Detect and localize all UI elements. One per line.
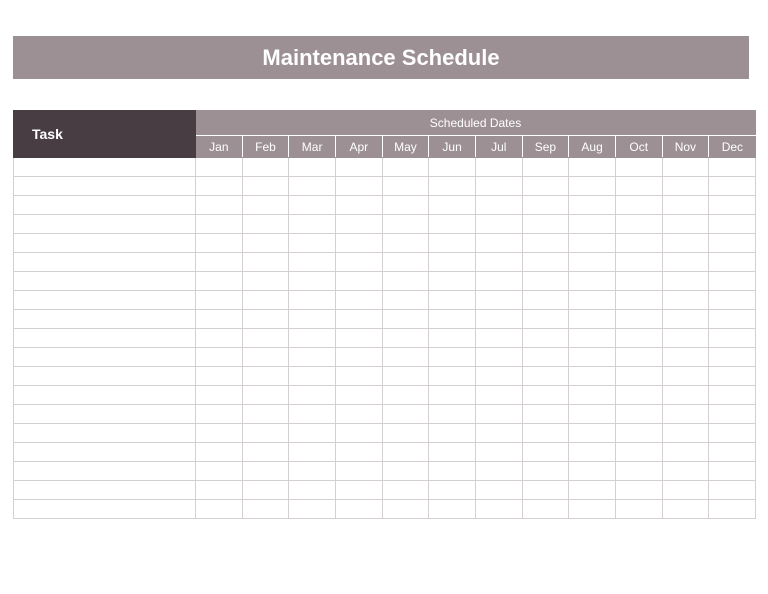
date-cell[interactable]	[429, 386, 476, 405]
date-cell[interactable]	[196, 367, 243, 386]
task-cell[interactable]	[14, 177, 196, 196]
date-cell[interactable]	[475, 367, 522, 386]
date-cell[interactable]	[242, 234, 289, 253]
date-cell[interactable]	[475, 158, 522, 177]
task-cell[interactable]	[14, 310, 196, 329]
date-cell[interactable]	[569, 177, 616, 196]
date-cell[interactable]	[662, 481, 709, 500]
date-cell[interactable]	[429, 234, 476, 253]
date-cell[interactable]	[475, 272, 522, 291]
date-cell[interactable]	[382, 386, 429, 405]
date-cell[interactable]	[569, 253, 616, 272]
date-cell[interactable]	[382, 500, 429, 519]
date-cell[interactable]	[429, 443, 476, 462]
month-header-jul: Jul	[475, 136, 522, 158]
date-cell[interactable]	[662, 158, 709, 177]
date-cell[interactable]	[709, 348, 756, 367]
date-cell[interactable]	[615, 215, 662, 234]
table-row	[14, 386, 756, 405]
title-banner	[13, 36, 749, 79]
date-cell[interactable]	[615, 234, 662, 253]
task-column-header: Task	[14, 111, 196, 158]
date-cell[interactable]	[662, 500, 709, 519]
date-cell[interactable]	[429, 253, 476, 272]
date-cell[interactable]	[475, 462, 522, 481]
date-cell[interactable]	[335, 500, 382, 519]
date-cell[interactable]	[289, 424, 336, 443]
date-cell[interactable]	[335, 367, 382, 386]
task-cell[interactable]	[14, 367, 196, 386]
date-cell[interactable]	[382, 424, 429, 443]
date-cell[interactable]	[289, 196, 336, 215]
table-row	[14, 253, 756, 272]
table-row	[14, 215, 756, 234]
date-cell[interactable]	[196, 424, 243, 443]
date-cell[interactable]	[522, 177, 569, 196]
date-cell[interactable]	[522, 234, 569, 253]
date-cell[interactable]	[522, 272, 569, 291]
date-cell[interactable]	[615, 443, 662, 462]
date-cell[interactable]	[615, 310, 662, 329]
task-cell[interactable]	[14, 253, 196, 272]
date-cell[interactable]	[289, 462, 336, 481]
date-cell[interactable]	[475, 177, 522, 196]
date-cell[interactable]	[335, 329, 382, 348]
date-cell[interactable]	[242, 215, 289, 234]
date-cell[interactable]	[289, 234, 336, 253]
date-cell[interactable]	[569, 462, 616, 481]
date-cell[interactable]	[289, 291, 336, 310]
date-cell[interactable]	[242, 462, 289, 481]
date-cell[interactable]	[335, 158, 382, 177]
date-cell[interactable]	[662, 234, 709, 253]
date-cell[interactable]	[709, 481, 756, 500]
date-cell[interactable]	[569, 500, 616, 519]
month-header-feb: Feb	[242, 136, 289, 158]
date-cell[interactable]	[196, 253, 243, 272]
date-cell[interactable]	[196, 462, 243, 481]
date-cell[interactable]	[522, 310, 569, 329]
date-cell[interactable]	[475, 215, 522, 234]
date-cell[interactable]	[335, 348, 382, 367]
date-cell[interactable]	[335, 462, 382, 481]
date-cell[interactable]	[522, 500, 569, 519]
date-cell[interactable]	[382, 462, 429, 481]
date-cell[interactable]	[335, 386, 382, 405]
date-cell[interactable]	[382, 348, 429, 367]
date-cell[interactable]	[615, 196, 662, 215]
date-cell[interactable]	[475, 234, 522, 253]
month-header-mar: Mar	[289, 136, 336, 158]
date-cell[interactable]	[242, 272, 289, 291]
date-cell[interactable]	[569, 329, 616, 348]
date-cell[interactable]	[196, 310, 243, 329]
date-cell[interactable]	[242, 367, 289, 386]
table-row	[14, 329, 756, 348]
date-cell[interactable]	[522, 253, 569, 272]
date-cell[interactable]	[382, 196, 429, 215]
date-cell[interactable]	[475, 386, 522, 405]
date-cell[interactable]	[429, 310, 476, 329]
date-cell[interactable]	[615, 481, 662, 500]
task-cell[interactable]	[14, 234, 196, 253]
date-cell[interactable]	[242, 348, 289, 367]
date-cell[interactable]	[615, 500, 662, 519]
month-header-nov: Nov	[662, 136, 709, 158]
schedule-table	[13, 110, 756, 519]
date-cell[interactable]	[475, 443, 522, 462]
date-cell[interactable]	[569, 196, 616, 215]
date-cell[interactable]	[196, 177, 243, 196]
date-cell[interactable]	[522, 196, 569, 215]
table-row	[14, 481, 756, 500]
task-cell[interactable]	[14, 386, 196, 405]
date-cell[interactable]	[335, 310, 382, 329]
date-cell[interactable]	[242, 158, 289, 177]
date-cell[interactable]	[242, 424, 289, 443]
date-cell[interactable]	[242, 310, 289, 329]
date-cell[interactable]	[289, 443, 336, 462]
task-cell[interactable]	[14, 196, 196, 215]
date-cell[interactable]	[709, 272, 756, 291]
date-cell[interactable]	[662, 367, 709, 386]
task-cell[interactable]	[14, 500, 196, 519]
date-cell[interactable]	[709, 291, 756, 310]
date-cell[interactable]	[615, 348, 662, 367]
date-cell[interactable]	[569, 291, 616, 310]
date-cell[interactable]	[429, 272, 476, 291]
date-cell[interactable]	[569, 405, 616, 424]
date-cell[interactable]	[709, 367, 756, 386]
date-cell[interactable]	[522, 424, 569, 443]
date-cell[interactable]	[709, 196, 756, 215]
date-cell[interactable]	[475, 310, 522, 329]
date-cell[interactable]	[289, 386, 336, 405]
date-cell[interactable]	[709, 500, 756, 519]
date-cell[interactable]	[662, 291, 709, 310]
date-cell[interactable]	[289, 329, 336, 348]
date-cell[interactable]	[335, 234, 382, 253]
date-cell[interactable]	[382, 443, 429, 462]
table-row	[14, 272, 756, 291]
table-row	[14, 443, 756, 462]
date-cell[interactable]	[429, 158, 476, 177]
date-cell[interactable]	[289, 348, 336, 367]
task-cell[interactable]	[14, 424, 196, 443]
task-cell[interactable]	[14, 405, 196, 424]
date-cell[interactable]	[429, 405, 476, 424]
table-row	[14, 177, 756, 196]
date-cell[interactable]	[382, 291, 429, 310]
date-cell[interactable]	[242, 443, 289, 462]
date-cell[interactable]	[709, 177, 756, 196]
date-cell[interactable]	[289, 272, 336, 291]
date-cell[interactable]	[196, 291, 243, 310]
date-cell[interactable]	[242, 329, 289, 348]
date-cell[interactable]	[382, 272, 429, 291]
date-cell[interactable]	[289, 405, 336, 424]
date-cell[interactable]	[196, 158, 243, 177]
date-cell[interactable]	[242, 177, 289, 196]
date-cell[interactable]	[709, 386, 756, 405]
month-header-may: May	[382, 136, 429, 158]
date-cell[interactable]	[522, 462, 569, 481]
date-cell[interactable]	[662, 443, 709, 462]
table-row	[14, 462, 756, 481]
date-cell[interactable]	[522, 481, 569, 500]
date-cell[interactable]	[196, 443, 243, 462]
date-cell[interactable]	[709, 424, 756, 443]
date-cell[interactable]	[429, 424, 476, 443]
date-cell[interactable]	[709, 443, 756, 462]
date-cell[interactable]	[662, 253, 709, 272]
date-cell[interactable]	[289, 481, 336, 500]
table-row	[14, 291, 756, 310]
task-cell[interactable]	[14, 215, 196, 234]
date-cell[interactable]	[569, 310, 616, 329]
month-header-apr: Apr	[335, 136, 382, 158]
month-header-sep: Sep	[522, 136, 569, 158]
date-cell[interactable]	[382, 215, 429, 234]
date-cell[interactable]	[335, 272, 382, 291]
table-row	[14, 424, 756, 443]
month-header-aug: Aug	[569, 136, 616, 158]
task-cell[interactable]	[14, 272, 196, 291]
date-cell[interactable]	[196, 215, 243, 234]
date-cell[interactable]	[709, 253, 756, 272]
task-cell[interactable]	[14, 481, 196, 500]
date-cell[interactable]	[569, 481, 616, 500]
table-row	[14, 196, 756, 215]
date-cell[interactable]	[615, 386, 662, 405]
table-row	[14, 234, 756, 253]
date-cell[interactable]	[196, 386, 243, 405]
date-cell[interactable]	[289, 177, 336, 196]
date-cell[interactable]	[429, 500, 476, 519]
date-cell[interactable]	[662, 386, 709, 405]
date-cell[interactable]	[475, 291, 522, 310]
table-row	[14, 158, 756, 177]
date-cell[interactable]	[709, 405, 756, 424]
date-cell[interactable]	[569, 348, 616, 367]
date-cell[interactable]	[335, 443, 382, 462]
date-cell[interactable]	[569, 386, 616, 405]
date-cell[interactable]	[196, 500, 243, 519]
date-cell[interactable]	[196, 405, 243, 424]
task-cell[interactable]	[14, 443, 196, 462]
page-title: Maintenance Schedule	[262, 44, 500, 70]
date-cell[interactable]	[382, 310, 429, 329]
date-cell[interactable]	[522, 215, 569, 234]
schedule-table-body	[14, 158, 756, 519]
date-cell[interactable]	[569, 367, 616, 386]
date-cell[interactable]	[662, 329, 709, 348]
date-cell[interactable]	[522, 367, 569, 386]
date-cell[interactable]	[429, 348, 476, 367]
date-cell[interactable]	[242, 386, 289, 405]
month-header-oct: Oct	[615, 136, 662, 158]
date-cell[interactable]	[615, 158, 662, 177]
date-cell[interactable]	[709, 462, 756, 481]
date-cell[interactable]	[289, 310, 336, 329]
date-cell[interactable]	[569, 272, 616, 291]
date-cell[interactable]	[709, 310, 756, 329]
date-cell[interactable]	[709, 329, 756, 348]
date-cell[interactable]	[242, 196, 289, 215]
date-cell[interactable]	[475, 424, 522, 443]
table-row	[14, 405, 756, 424]
date-cell[interactable]	[382, 158, 429, 177]
table-row	[14, 500, 756, 519]
date-cell[interactable]	[569, 158, 616, 177]
date-cell[interactable]	[196, 329, 243, 348]
month-header-jun: Jun	[429, 136, 476, 158]
date-cell[interactable]	[522, 405, 569, 424]
date-cell[interactable]	[662, 462, 709, 481]
date-cell[interactable]	[289, 253, 336, 272]
date-cell[interactable]	[335, 291, 382, 310]
date-cell[interactable]	[615, 424, 662, 443]
date-cell[interactable]	[242, 481, 289, 500]
date-cell[interactable]	[709, 234, 756, 253]
date-cell[interactable]	[662, 405, 709, 424]
scheduled-dates-header: Scheduled Dates	[196, 111, 756, 136]
date-cell[interactable]	[429, 462, 476, 481]
date-cell[interactable]	[522, 348, 569, 367]
date-cell[interactable]	[475, 196, 522, 215]
date-cell[interactable]	[475, 405, 522, 424]
date-cell[interactable]	[475, 348, 522, 367]
date-cell[interactable]	[382, 234, 429, 253]
date-cell[interactable]	[429, 215, 476, 234]
date-cell[interactable]	[242, 253, 289, 272]
date-cell[interactable]	[429, 367, 476, 386]
date-cell[interactable]	[615, 405, 662, 424]
date-cell[interactable]	[662, 348, 709, 367]
date-cell[interactable]	[196, 234, 243, 253]
date-cell[interactable]	[335, 215, 382, 234]
date-cell[interactable]	[382, 481, 429, 500]
date-cell[interactable]	[242, 500, 289, 519]
date-cell[interactable]	[615, 177, 662, 196]
date-cell[interactable]	[662, 272, 709, 291]
date-cell[interactable]	[662, 310, 709, 329]
date-cell[interactable]	[382, 329, 429, 348]
date-cell[interactable]	[522, 291, 569, 310]
month-header-dec: Dec	[709, 136, 756, 158]
date-cell[interactable]	[335, 481, 382, 500]
date-cell[interactable]	[662, 177, 709, 196]
date-cell[interactable]	[429, 177, 476, 196]
table-row	[14, 348, 756, 367]
date-cell[interactable]	[242, 291, 289, 310]
task-cell[interactable]	[14, 291, 196, 310]
date-cell[interactable]	[429, 481, 476, 500]
date-cell[interactable]	[709, 158, 756, 177]
task-cell[interactable]	[14, 329, 196, 348]
date-cell[interactable]	[429, 291, 476, 310]
date-cell[interactable]	[569, 443, 616, 462]
date-cell[interactable]	[522, 386, 569, 405]
date-cell[interactable]	[615, 329, 662, 348]
table-row	[14, 310, 756, 329]
date-cell[interactable]	[196, 481, 243, 500]
date-cell[interactable]	[335, 405, 382, 424]
date-cell[interactable]	[475, 500, 522, 519]
date-cell[interactable]	[615, 253, 662, 272]
date-cell[interactable]	[335, 253, 382, 272]
date-cell[interactable]	[662, 424, 709, 443]
date-cell[interactable]	[335, 424, 382, 443]
date-cell[interactable]	[242, 405, 289, 424]
date-cell[interactable]	[335, 196, 382, 215]
table-row	[14, 367, 756, 386]
date-cell[interactable]	[335, 177, 382, 196]
date-cell[interactable]	[196, 272, 243, 291]
date-cell[interactable]	[429, 329, 476, 348]
date-cell[interactable]	[522, 443, 569, 462]
date-cell[interactable]	[615, 291, 662, 310]
task-cell[interactable]	[14, 158, 196, 177]
date-cell[interactable]	[709, 215, 756, 234]
date-cell[interactable]	[569, 424, 616, 443]
date-cell[interactable]	[289, 367, 336, 386]
date-cell[interactable]	[289, 500, 336, 519]
date-cell[interactable]	[196, 348, 243, 367]
date-cell[interactable]	[662, 215, 709, 234]
date-cell[interactable]	[382, 177, 429, 196]
date-cell[interactable]	[662, 196, 709, 215]
date-cell[interactable]	[475, 329, 522, 348]
date-cell[interactable]	[569, 215, 616, 234]
date-cell[interactable]	[289, 215, 336, 234]
date-cell[interactable]	[615, 462, 662, 481]
date-cell[interactable]	[615, 272, 662, 291]
date-cell[interactable]	[382, 367, 429, 386]
date-cell[interactable]	[382, 405, 429, 424]
date-cell[interactable]	[475, 481, 522, 500]
task-cell[interactable]	[14, 462, 196, 481]
date-cell[interactable]	[522, 158, 569, 177]
date-cell[interactable]	[196, 196, 243, 215]
date-cell[interactable]	[382, 253, 429, 272]
date-cell[interactable]	[615, 367, 662, 386]
date-cell[interactable]	[522, 329, 569, 348]
date-cell[interactable]	[429, 196, 476, 215]
task-cell[interactable]	[14, 348, 196, 367]
date-cell[interactable]	[475, 253, 522, 272]
month-header-jan: Jan	[196, 136, 243, 158]
date-cell[interactable]	[289, 158, 336, 177]
date-cell[interactable]	[569, 234, 616, 253]
